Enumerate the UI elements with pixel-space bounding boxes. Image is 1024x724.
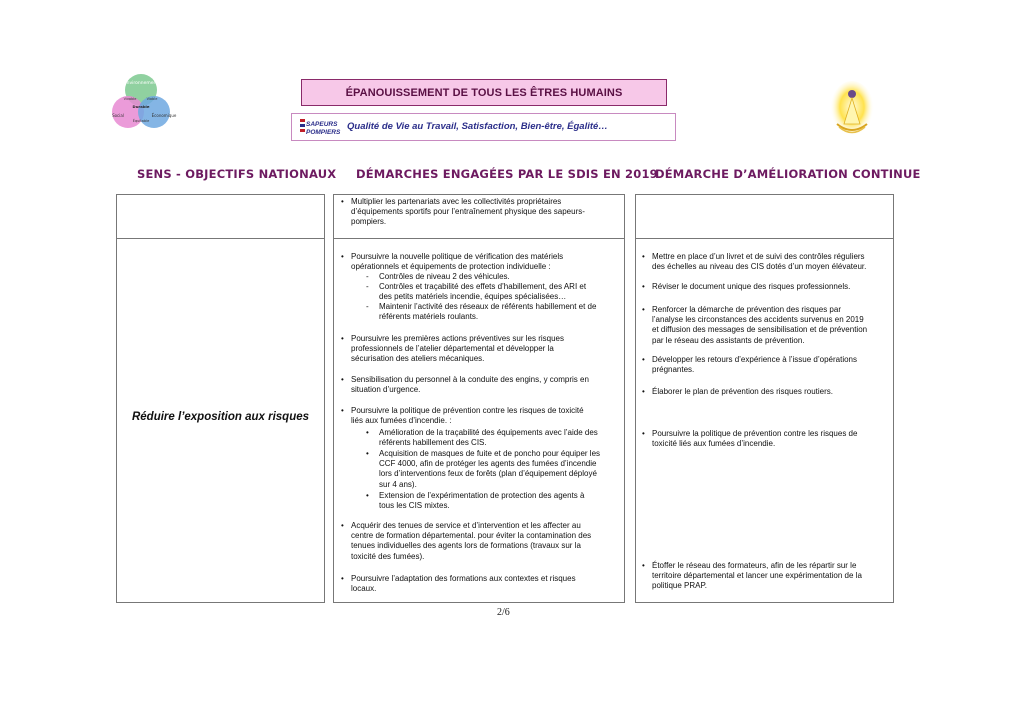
action-training-uniforms: Acquérir des tenues de service et d’intervention et les affecter au centre de formation départemental. pour éviter la contamination des tenues individuelles des agents lors de formations (travaux sur la toxicité des fumées). bbox=[351, 521, 592, 561]
sub-action-referent-networks: Maintenir l’activité des réseaux de référents habillement et de référents matériels roulants. bbox=[379, 302, 597, 322]
bullet-icon: • bbox=[642, 387, 645, 396]
venn-label-vivable: Vivable bbox=[123, 97, 137, 101]
venn-label-durable: Durable bbox=[132, 104, 150, 109]
bullet-icon: • bbox=[341, 252, 344, 261]
bullet-icon: • bbox=[642, 355, 645, 364]
dash-icon: - bbox=[366, 302, 369, 311]
action-workshop-prevention: Poursuivre les premières actions préventives sur les risques professionnels de l’atelier départemental et développer la sécurisation des ateliers mécaniques. bbox=[351, 334, 564, 364]
bullet-icon: • bbox=[366, 491, 369, 500]
improvement-risk-document: Réviser le document unique des risques professionnels. bbox=[652, 282, 851, 291]
bullet-icon: • bbox=[642, 305, 645, 314]
column-heading-objectives: SENS - OBJECTIFS NATIONAUX bbox=[137, 167, 337, 181]
sub-action-experimentation-extension: Extension de l’expérimentation de protection des agents à tous les CIS mixtes. bbox=[379, 491, 585, 511]
improvement-experience-feedback: Développer les retours d’expérience à l’issue d’opérations prégnantes. bbox=[652, 355, 858, 375]
bullet-icon: • bbox=[341, 521, 344, 530]
sub-action-level2-checks: Contrôles de niveau 2 des véhicules. bbox=[379, 272, 510, 281]
bullet-icon: • bbox=[642, 282, 645, 291]
venn-label-social: Social bbox=[112, 113, 124, 118]
page-banner-title: ÉPANOUISSEMENT DE TOUS LES ÊTRES HUMAINS bbox=[301, 79, 667, 106]
improvement-ladder-checks: Mettre en place d’un livret et de suivi des contrôles réguliers des échelles au niveau des CIS dotés d’un moyen élévateur. bbox=[652, 252, 867, 272]
bullet-icon: • bbox=[341, 334, 344, 343]
objectives-main-cell bbox=[116, 238, 325, 603]
action-verification-policy: Poursuivre la nouvelle politique de vérification des matériels opérationnels et équipements de protection individuelle : bbox=[351, 252, 564, 272]
sub-action-traceability: Contrôles et traçabilité des effets d’habillement, des ARI et des petits matériels incendie, équipes spécialisées… bbox=[379, 282, 587, 302]
bullet-icon: • bbox=[341, 375, 344, 384]
action-partnerships: Multiplier les partenariats avec les collectivités propriétaires d’équipements sportifs pour l’entraînement physique des sapeurs- pompiers. bbox=[351, 197, 585, 227]
actions-main-cell bbox=[333, 238, 625, 603]
bullet-icon: • bbox=[642, 561, 645, 570]
subtitle-text: Qualité de Vie au Travail, Satisfaction, Bien-être, Égalité… bbox=[347, 121, 608, 132]
column-heading-continuous-improvement: DÉMARCHE D’AMÉLIORATION CONTINUE bbox=[655, 167, 921, 181]
angel-emblem-icon bbox=[829, 80, 875, 140]
dash-icon: - bbox=[366, 282, 369, 291]
improvement-trainers-network: Étoffer le réseau des formateurs, afin de les répartir sur le territoire départemental et lancer une expérimentation de la politique PRAP. bbox=[652, 561, 862, 591]
venn-label-economique: Économique bbox=[151, 113, 177, 118]
venn-label-viable: Viable bbox=[146, 97, 158, 101]
improvement-road-risk-plan: Élaborer le plan de prévention des risques routiers. bbox=[652, 387, 833, 396]
improvement-top-cell bbox=[635, 194, 894, 239]
bullet-icon: • bbox=[341, 406, 344, 415]
sub-action-masks-ponchos: Acquisition de masques de fuite et de poncho pour équiper les CCF 4000, afin de protéger les agents des fumées d’incendie lors d’interventions feux de forêts (plan d’équipement déployé sur 4 ans). bbox=[379, 449, 601, 489]
column-heading-actions-2019: DÉMARCHES ENGAGÉES PAR LE SDIS EN 2019 bbox=[356, 167, 658, 181]
actions-top-cell bbox=[333, 194, 625, 239]
bullet-icon: • bbox=[366, 449, 369, 458]
objectives-top-cell bbox=[116, 194, 325, 239]
improvement-toxicity-policy: Poursuivre la politique de prévention contre les risques de toxicité liés aux fumées d’incendie. bbox=[652, 429, 858, 449]
bullet-icon: • bbox=[366, 428, 369, 437]
bullet-icon: • bbox=[341, 574, 344, 583]
bullet-icon: • bbox=[642, 252, 645, 261]
objective-label: Réduire l’exposition aux risques bbox=[131, 411, 310, 423]
bullet-icon: • bbox=[341, 197, 344, 206]
venn-label-equitable: Équitable bbox=[132, 119, 150, 123]
subtitle-box bbox=[291, 113, 676, 141]
improvement-main-cell bbox=[635, 238, 894, 603]
svg-text:POMPIERS: POMPIERS bbox=[306, 129, 341, 136]
svg-text:SAPEURS: SAPEURS bbox=[306, 121, 338, 128]
sub-action-equipment-traceability: Amélioration de la traçabilité des équipements avec l’aide des référents habillement des CIS. bbox=[379, 428, 598, 448]
action-training-adaptation: Poursuivre l’adaptation des formations aux contextes et risques locaux. bbox=[351, 574, 576, 594]
improvement-accident-analysis: Renforcer la démarche de prévention des risques par l’analyse les circonstances des accidents survenus en 2019 et diffusion des messages de sensibilisation et de prévention par le réseau des assistants de prévention. bbox=[652, 305, 868, 345]
venn-label-environnement: Environnement bbox=[123, 81, 159, 86]
page-number: 2/6 bbox=[497, 607, 510, 618]
action-toxicity-prevention: Poursuivre la politique de prévention contre les risques de toxicité liés aux fumées d’incendie. : bbox=[351, 406, 584, 426]
sustainability-venn-logo bbox=[106, 72, 176, 134]
action-driving-awareness: Sensibilisation du personnel à la conduite des engins, y compris en situation d’urgence. bbox=[351, 375, 589, 395]
dash-icon: - bbox=[366, 272, 369, 281]
sapeurs-pompiers-logo bbox=[300, 117, 341, 138]
bullet-icon: • bbox=[642, 429, 645, 438]
